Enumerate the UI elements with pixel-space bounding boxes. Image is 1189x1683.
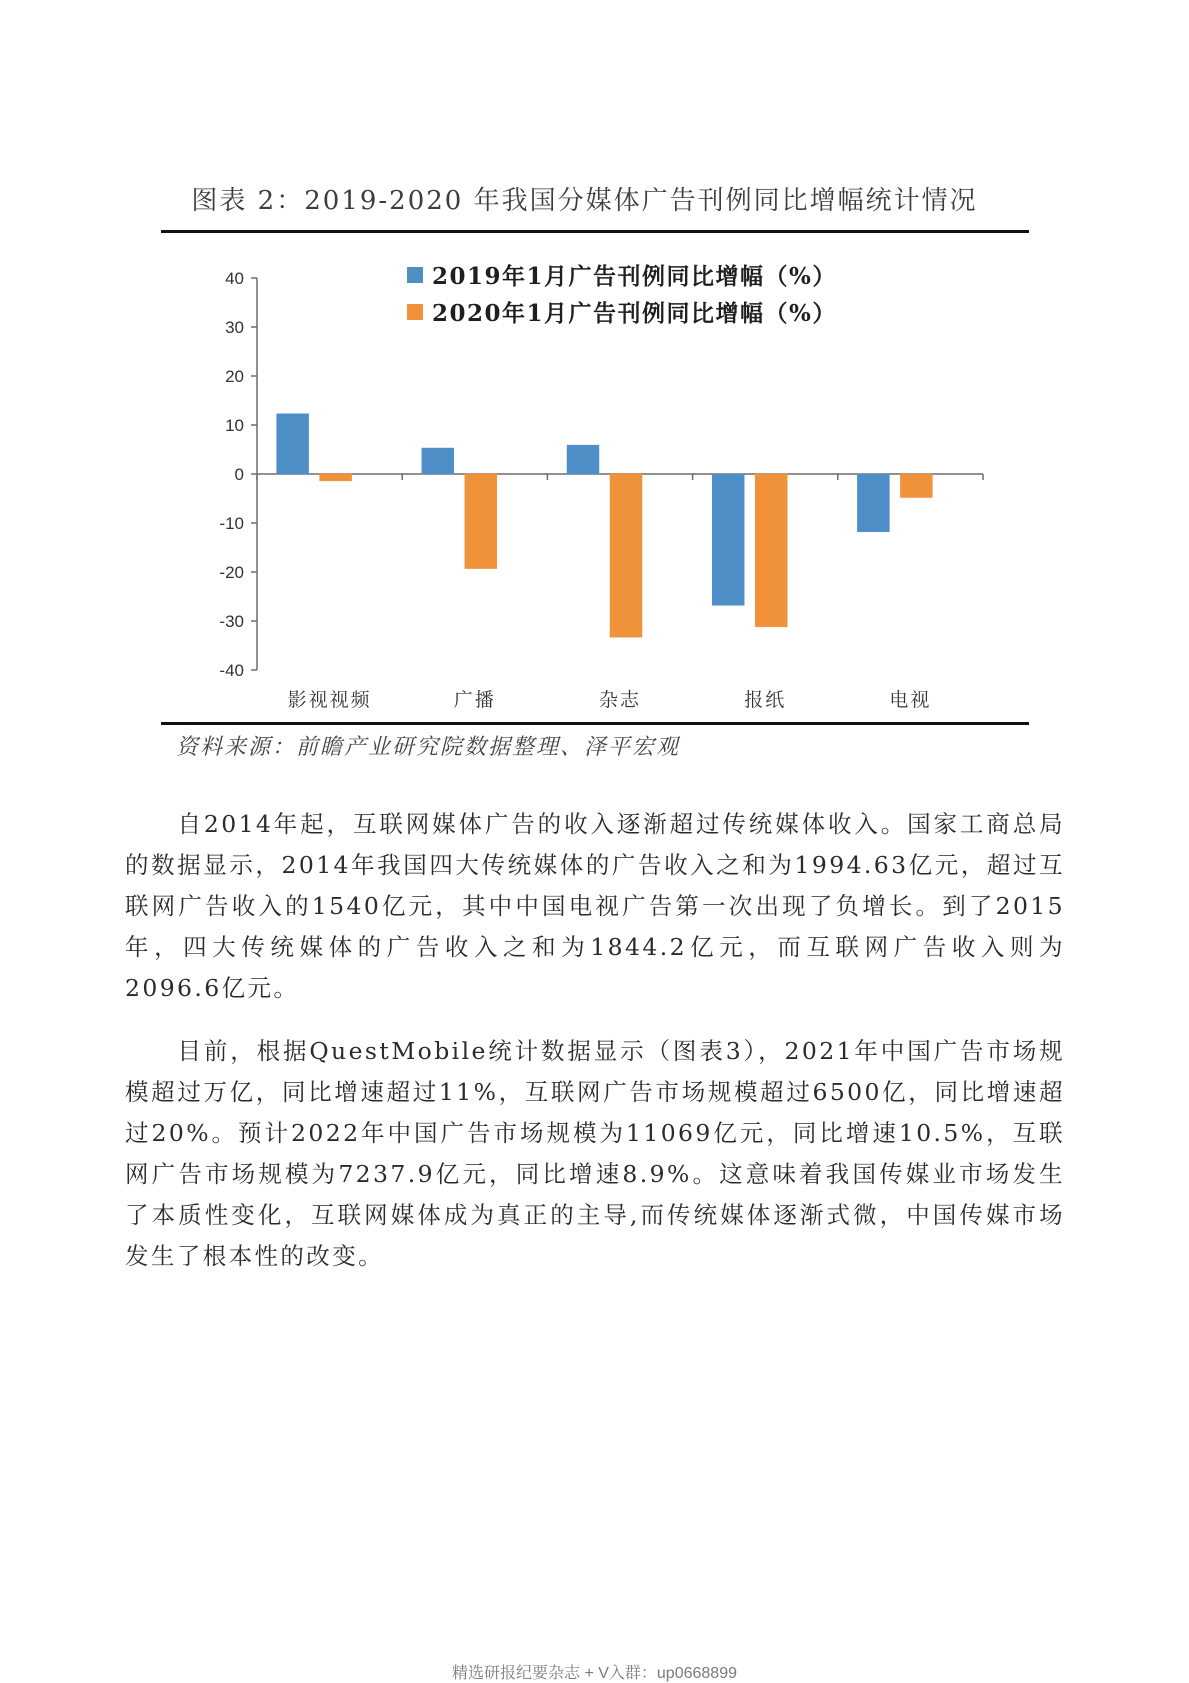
y-tick-label: -10 [219, 514, 244, 533]
y-tick-label: 30 [225, 318, 244, 337]
y-tick-label: 10 [225, 416, 244, 435]
bar-2 [755, 474, 787, 627]
caption-rule-bottom [161, 722, 1029, 725]
bar-2 [320, 474, 352, 481]
paragraph-text: 自2014年起，互联网媒体广告的收入逐渐超过传统媒体收入。国家工商总局的数据显示，2014年我国四大传统媒体的广告收入之和为1994.63亿元，超过互联网广告收入的1540亿元，其中中国电视广告第一次出现了负增长。到了2015年，四大传统媒体的广告收入之和为1844.2亿元，而互联网广告收入则为2096.6亿元。 [125, 810, 1065, 1002]
chart-legend [407, 263, 837, 327]
body-paragraph [125, 1031, 1065, 1277]
legend-swatch [407, 267, 423, 283]
y-tick-label: -30 [219, 612, 244, 631]
y-axis [219, 269, 257, 680]
x-category-label: 影视视频 [287, 689, 372, 711]
bar-2 [610, 474, 642, 637]
body-paragraph [125, 804, 1065, 1009]
y-tick-label: 0 [234, 465, 244, 484]
source-note: 资料来源：前瞻产业研究院数据整理、泽平宏观 [176, 735, 681, 760]
x-category-label: 报纸 [744, 689, 787, 711]
figure-caption: 图表 2：2019-2020 年我国分媒体广告刊例同比增幅统计情况 [191, 186, 978, 216]
y-tick-label: -20 [219, 563, 244, 582]
y-tick-label: 40 [225, 269, 244, 288]
x-category-label: 电视 [889, 689, 932, 711]
bar-series [277, 414, 933, 637]
bar-2 [900, 474, 932, 498]
legend-label: 2020年1月广告刊例同比增幅（%） [432, 300, 837, 327]
x-category-label: 杂志 [598, 689, 642, 711]
y-tick-label: -40 [219, 661, 244, 680]
bar-1 [277, 414, 309, 474]
x-category-label: 广播 [453, 689, 496, 711]
bar-1 [567, 445, 599, 474]
footer-watermark: 精选研报纪要杂志 + V入群：up0668899 [452, 1665, 737, 1682]
bar-chart [0, 0, 1189, 760]
bar-1 [712, 474, 744, 605]
paragraph-text: 目前，根据QuestMobile统计数据显示（图表3），2021年中国广告市场规模超过万亿，同比增速超过11%，互联网广告市场规模超过6500亿，同比增速超过20%。预计2022年中国广告市场规模为11069亿元，同比增速10.5%，互联网广告市场规模为7237.9亿元，同比增速8.9%。这意味着我国传媒业市场发生了本质性变化，互联网媒体成为真正的主导,而传统媒体逐渐式微，中国传媒市场发生了根本性的改变。 [125, 1037, 1065, 1270]
bar-2 [465, 474, 497, 569]
legend-swatch [407, 304, 423, 320]
bar-1 [857, 474, 889, 532]
legend-label: 2019年1月广告刊例同比增幅（%） [432, 263, 837, 290]
bar-1 [422, 448, 454, 474]
y-tick-label: 20 [225, 367, 244, 386]
